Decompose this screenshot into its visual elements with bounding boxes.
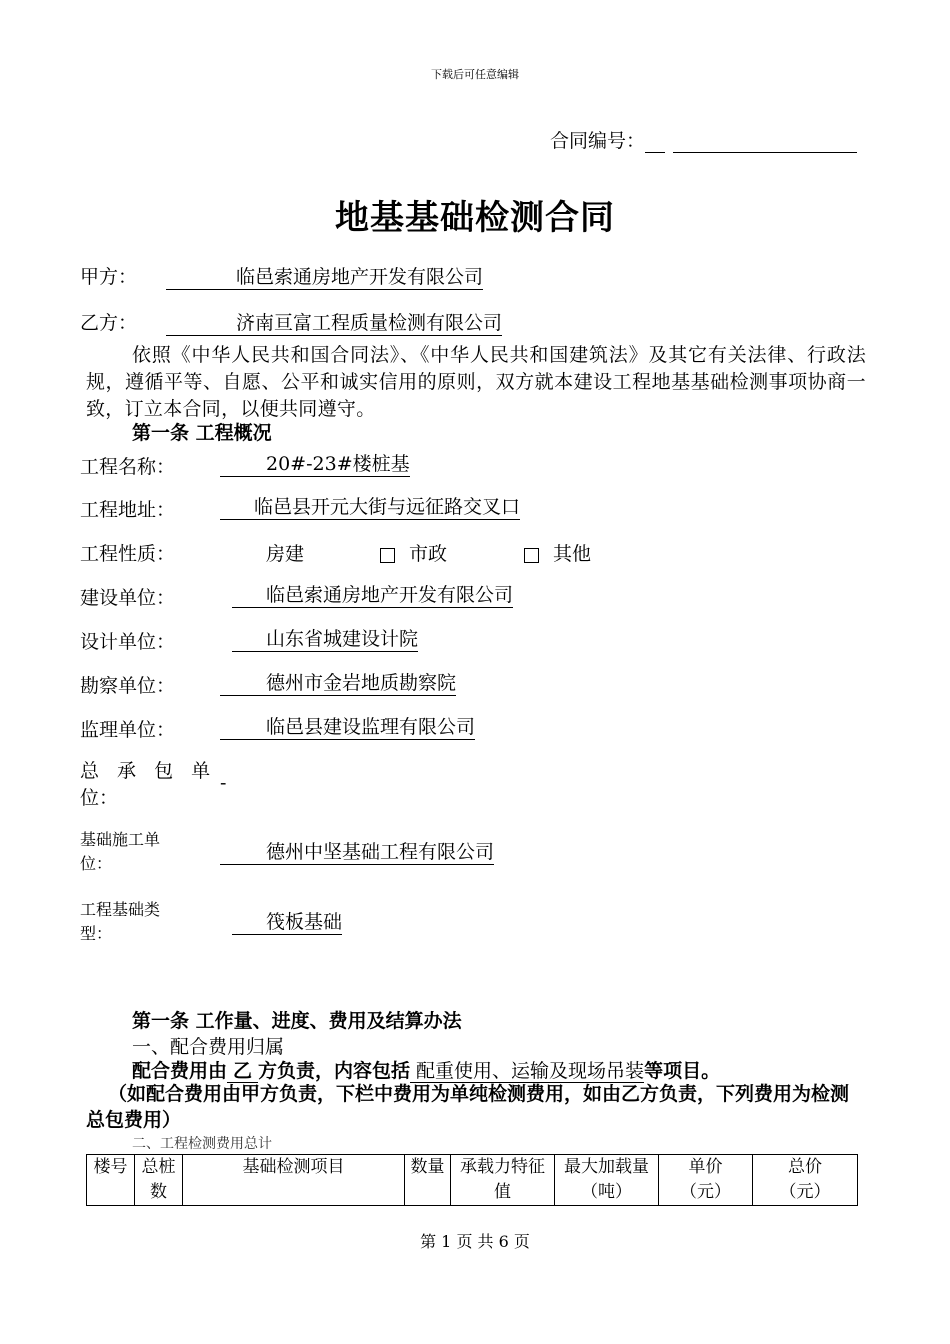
table-header-cell: 楼号 xyxy=(87,1155,135,1206)
surveyor-value: 德州市金岩地质勘察院 xyxy=(220,671,456,696)
nature-option-municipal: 市政 xyxy=(380,539,447,566)
surveyor-label: 勘察单位： xyxy=(80,675,176,697)
fee-line: 配合费用由 乙 方负责，内容包括 配重使用、运输及现场吊装等项目。 xyxy=(132,1060,721,1082)
table-header-cell: 数量 xyxy=(405,1155,451,1206)
project-nature-row xyxy=(80,539,640,566)
surveyor-row xyxy=(80,671,457,698)
supervisor-row xyxy=(80,715,476,742)
supervisor-label: 监理单位： xyxy=(80,719,176,741)
table-header-row xyxy=(87,1155,858,1206)
foundation-contractor-value: 德州中坚基础工程有限公司 xyxy=(220,840,494,865)
checkbox-icon[interactable] xyxy=(380,548,395,563)
designer-row xyxy=(80,627,419,654)
general-contractor-row xyxy=(80,758,227,814)
subsection1-title: 一、配合费用归属 xyxy=(132,1036,285,1058)
contract-number xyxy=(550,126,857,153)
project-name-value: 20#-23#楼桩基 xyxy=(220,452,410,477)
table-header-cell: 总价 （元） xyxy=(753,1155,858,1206)
designer-value: 山东省城建设计院 xyxy=(232,627,418,652)
party-b xyxy=(80,308,502,336)
project-address-row xyxy=(80,495,521,522)
table-header-cell: 最大加载量 （吨） xyxy=(555,1155,659,1206)
section1-title: 第一条 工程概况 xyxy=(132,422,272,444)
project-address-value: 临邑县开元大街与远征路交叉口 xyxy=(220,495,520,520)
contract-number-label: 合同编号： xyxy=(550,130,646,152)
page-footer: 第 1 页 共 6 页 xyxy=(420,1232,530,1251)
party-b-value: 济南亘富工程质量检测有限公司 xyxy=(166,311,502,336)
supervisor-value: 临邑县建设监理有限公司 xyxy=(220,715,475,740)
subsection2-title: 二、工程检测费用总计 xyxy=(132,1136,272,1152)
contract-number-underline xyxy=(645,134,665,153)
foundation-contractor-label: 基础施工单 位： xyxy=(80,830,161,873)
builder-row xyxy=(80,583,514,610)
document-title: 地基基础检测合同 xyxy=(335,198,615,238)
fee-note: （如配合费用由甲方负责，下栏中费用为单纯检测费用，如由乙方负责，下列费用为检测总包费用） xyxy=(86,1083,850,1131)
table-header-cell: 基础检测项目 xyxy=(183,1155,405,1206)
foundation-type-row xyxy=(80,898,343,948)
party-a-value: 临邑索通房地产开发有限公司 xyxy=(166,265,483,290)
party-b-label: 乙方： xyxy=(80,312,138,334)
table-header-cell: 总桩 数 xyxy=(135,1155,183,1206)
foundation-type-label: 工程基础类 型： xyxy=(80,900,161,943)
project-name-row xyxy=(80,452,410,479)
party-a xyxy=(80,262,483,290)
designer-label: 设计单位： xyxy=(80,631,176,653)
fee-table xyxy=(86,1154,858,1206)
builder-label: 建设单位： xyxy=(80,587,176,609)
party-a-label: 甲方： xyxy=(80,266,138,288)
contract-number-blank xyxy=(673,134,857,153)
nature-option-building: 房建 xyxy=(266,543,305,565)
builder-value: 临邑索通房地产开发有限公司 xyxy=(232,583,513,608)
checkbox-icon[interactable] xyxy=(524,548,539,563)
foundation-type-value: 筏板基础 xyxy=(232,910,342,935)
project-address-label: 工程地址： xyxy=(80,499,176,521)
table-header-cell: 承载力特征 值 xyxy=(451,1155,555,1206)
foundation-contractor-row xyxy=(80,828,495,878)
table-header-cell: 单价 （元） xyxy=(659,1155,753,1206)
section2-title: 第一条 工作量、进度、费用及结算办法 xyxy=(132,1010,462,1032)
project-name-label: 工程名称： xyxy=(80,456,176,478)
general-contractor-value: - xyxy=(220,772,227,794)
nature-option-other: 其他 xyxy=(524,539,591,566)
fee-party: 乙 xyxy=(227,1060,258,1083)
header-note: 下载后可任意编辑 xyxy=(431,68,519,81)
intro-paragraph: 依照《中华人民共和国合同法》、《中华人民共和国建筑法》及其它有关法律、行政法规，遵循平等、自愿、公平和诚实信用的原则，双方就本建设工程地基基础检测事项协商一致，订立本合同，以便共同遵守。 xyxy=(86,344,866,420)
project-nature-label: 工程性质： xyxy=(80,543,176,565)
fee-content: 配重使用、运输及现场吊装 xyxy=(410,1060,644,1083)
general-contractor-label: 总 承 包 单 位： xyxy=(80,760,217,809)
